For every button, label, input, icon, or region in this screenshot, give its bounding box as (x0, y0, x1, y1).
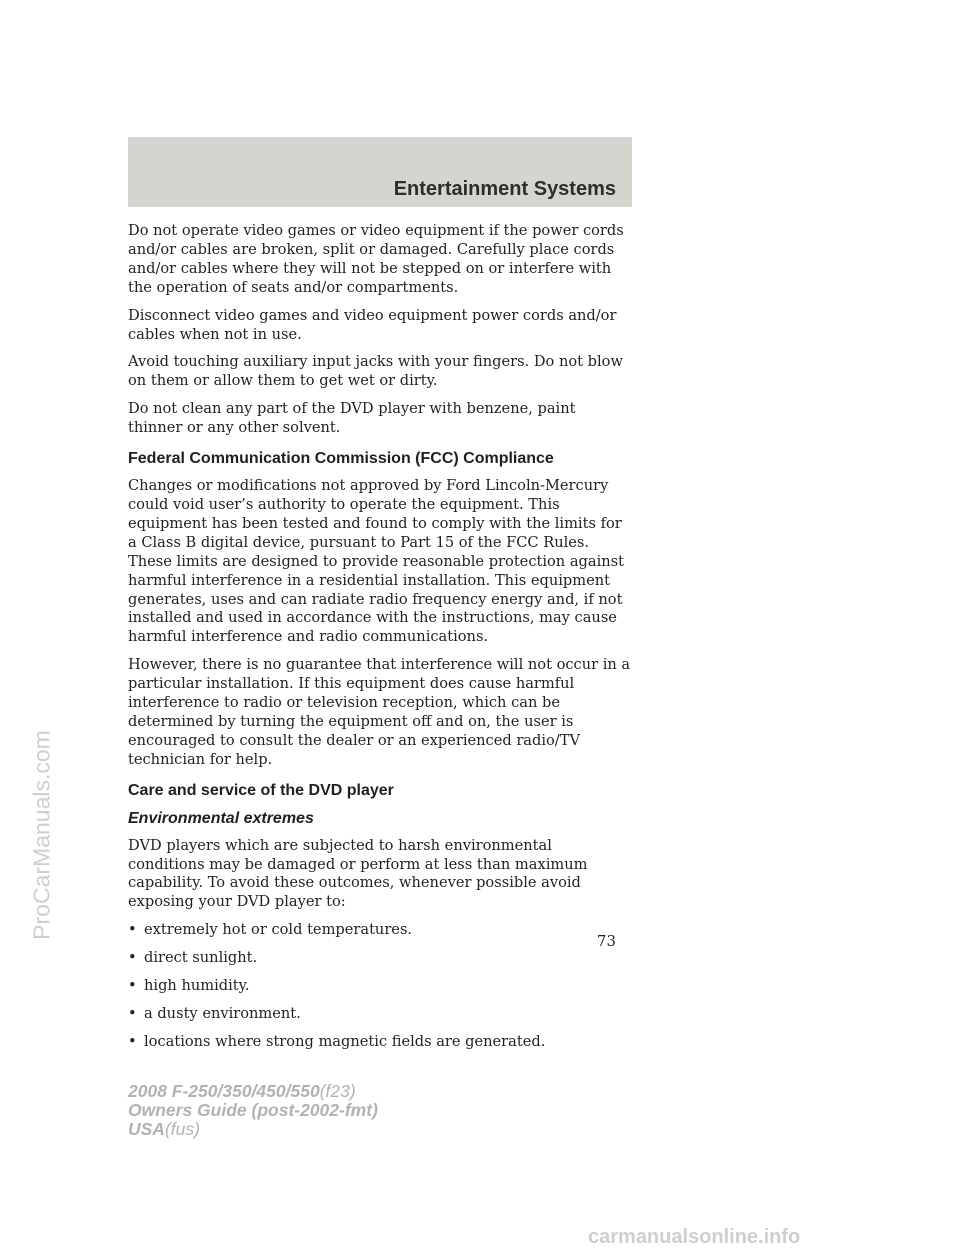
bullet-list (128, 921, 633, 1052)
footer-line-model (128, 1082, 378, 1101)
footer-model: 2008 F-250/350/450/550 (128, 1081, 320, 1101)
document-footer (128, 1082, 378, 1139)
paragraph-fcc-modifications: Changes or modifications not approved by Ford Lincoln-Mercury could void user’s authority to operate the equipment. This equipment has been tested and found to comply with the limits for a Class B digital device, pursuant to Part 15 of the FCC Rules. These limits are designed to provide reasonable protection against harmful interference in a residential installation. This equipment generates, uses and can radiate radio frequency energy and, if not installed and used in accordance with the instructions, may cause harmful interference and radio communications. (128, 477, 625, 646)
list-item (128, 1005, 633, 1024)
watermark-procarmanuals: ProCarManuals.com (28, 730, 55, 940)
bullet-icon: • (128, 1005, 137, 1022)
bullet-icon: • (128, 921, 137, 939)
bullet-icon: • (128, 949, 137, 967)
list-item-text: locations where strong magnetic fields are generated. (144, 1032, 546, 1050)
list-item (128, 1033, 633, 1052)
paragraph-power-cords: Do not operate video games or video equipment if the power cords and/or cables are broken, split or damaged. Carefully place cords and/or cables where they will not be stepped on or interfere with the operation of seats and/or compartments. (128, 222, 624, 296)
list-item (128, 949, 633, 968)
paragraph-disconnect: Disconnect video games and video equipment power cords and/or cables when not in use. (128, 306, 617, 343)
paragraph-environmental: DVD players which are subjected to harsh environmental conditions may be damaged or perform at less than maximum capability. To avoid these outcomes, whenever possible avoid exposing your DVD player to: (128, 836, 588, 911)
list-item-text: a dusty environment. (144, 1005, 301, 1022)
list-item (128, 921, 633, 940)
page-number: 73 (596, 932, 616, 950)
heading-fcc-compliance: Federal Communication Commission (FCC) Compliance (128, 450, 554, 468)
footer-guide: Owners Guide (post-2002-fmt) (128, 1100, 378, 1120)
site-logo: carmanualsonline.info (588, 1226, 801, 1248)
list-item-text: direct sunlight. (144, 949, 258, 967)
paragraph-cleaning: Do not clean any part of the DVD player with benzene, paint thinner or any other solvent. (128, 400, 576, 437)
list-item (128, 977, 633, 996)
section-title: Entertainment Systems (393, 178, 616, 200)
page-content (128, 222, 633, 1061)
footer-market-code: (fus) (164, 1119, 200, 1139)
footer-line-market (128, 1120, 378, 1139)
footer-model-code: (f23) (319, 1081, 356, 1101)
paragraph-input-jacks: Avoid touching auxiliary input jacks with your fingers. Do not blow on them or allow them to get wet or dirty. (128, 353, 623, 390)
footer-market: USA (128, 1119, 165, 1139)
bullet-icon: • (128, 1032, 137, 1050)
subheading-environmental-extremes: Environmental extremes (128, 809, 314, 827)
paragraph-fcc-interference: However, there is no guarantee that interference will not occur in a particular installation. If this equipment does cause harmful interference to radio or television reception, which can be determined by turning the equipment off and on, the user is encouraged to consult the dealer or an experienced radio/TV technician for help. (128, 656, 631, 768)
bullet-icon: • (128, 977, 137, 995)
list-item-text: high humidity. (144, 977, 250, 995)
heading-care-service: Care and service of the DVD player (128, 781, 394, 799)
list-item-text: extremely hot or cold temperatures. (144, 921, 413, 939)
